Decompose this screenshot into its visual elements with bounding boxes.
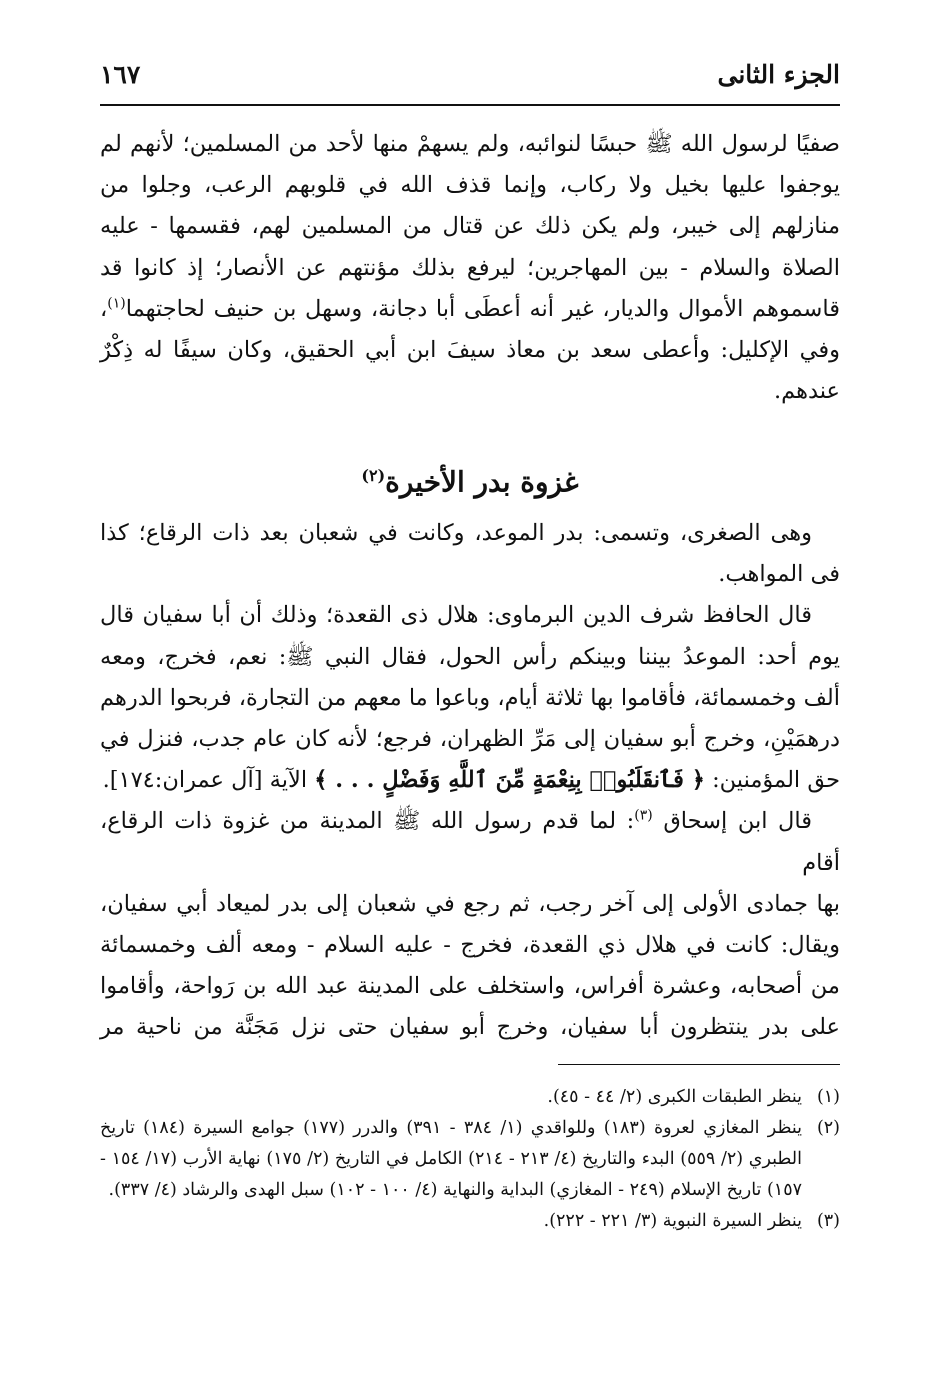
text-line: على بدر ينتظرون أبا سفيان، وخرج أبو سفيان حتى نزل مَجَنَّة من ناحية مر [100,1014,840,1041]
text-span: : لما قدم رسول الله ﷺ المدينة من غزوة ذات الرقاع، أقام [100,808,840,876]
footnote-ref: (١) [107,295,126,312]
text-line: عندهم. [773,378,840,405]
text-line: ويقال: كانت في هلال ذي القعدة، فخرج - عليه السلام - ومعه ألف وخمسمائة [100,932,840,959]
text-line: صفيًا لرسول الله ﷺ حبسًا لنوائبه، ولم يسهمْ منها لأحد من المسلمين؛ لأنهم لم [100,131,840,157]
page-header [100,52,840,96]
text-line: درهمَيْنِ، وخرج أبو سفيان إلى مَرِّ الظهران، فرجع؛ لأنه كان عام جدب، فنزل في [100,726,840,753]
section-2-text [100,513,840,1049]
footnote-ref: (٣) [634,807,653,824]
footnote-item [100,1206,840,1237]
heading-text: غزوة بدر الأخيرة [385,465,579,499]
text-line: منازلهم إلى خيبر، ولم يكن ذلك عن قتال من المسلمين لهم، فقسمها - عليه [100,213,841,240]
section-1-text [100,124,840,412]
footnote-text: ينظر المغازي لعروة (١٨٣) وللواقدي (١/ ٣٨٤ - ٣٩١) والدرر (١٧٧) جوامع السيرة (١٨٤) تاريخ الطبري (٢/ ٥٥٩) البدء والتاريخ (٤/ ٢١٣ - ٢١٤) الكامل في التاريخ (٢/ ١٧٥) نهاية الأرب (١٧/ ١٥٤ - ١٥٧) تاريخ الإسلام (٢٤٩ - المغازي) البداية والنهاية (٤/ ١٠٠ - ١٠٢) سبل الهدى والرشاد (٤/ ٣٣٧). [100,1118,802,1200]
text-line: من أصحابه، وعشرة أفراس، واستخلف على المدينة عبد الله بن رَواحة، وأقاموا [100,973,840,1000]
text-line: ألف وخمسمائة، فأقاموا بها ثلاثة أيام، وباعوا ما معهم من التجارة، فربحوا الدرهم [99,684,840,711]
text-span: قال ابن إسحاق [663,808,812,835]
text-line: بها جمادى الأولى إلى آخر رجب، ثم رجع في شعبان إلى بدر لميعاد أبي سفيان، [100,890,840,917]
footnotes [100,1082,840,1237]
text-span: حق المؤمنين: [712,767,840,794]
text-line: فى المواهب. [718,561,840,588]
text-span: الآية [آل عمران:١٧٤]. [102,767,308,794]
text-line: الصلاة والسلام - بين المهاجرين؛ ليرفع بذلك مؤنتهم عن الأنصار؛ إذ كانوا قد [100,254,840,281]
text-line [100,801,840,883]
text-line: يوم أحد: الموعدُ بيننا وبينكم رأس الحول، فقال النبي ﷺ: نعم، فخرج، ومعه [100,643,840,670]
footnote-number: (١) [816,1087,840,1107]
text-span: ، [100,295,108,322]
footnote-item [100,1113,840,1206]
page-number: ١٦٧ [100,59,141,89]
footnote-number: (٢) [816,1118,840,1138]
text-line: قال الحافظ شرف الدين البرماوى: هلال ذى القعدة؛ وذلك أن أبا سفيان قال [100,602,812,629]
text-line [100,289,840,330]
running-title: الجزء الثانى [717,59,840,89]
footnote-number: (٣) [816,1211,840,1231]
footnote-text: ينظر السيرة النبوية (٣/ ٢٢١ - ٢٢٢). [543,1211,802,1231]
text-line [100,760,840,801]
text-line: وهى الصغرى، وتسمى: بدر الموعد، وكانت في شعبان بعد ذات الرقاع؛ كذا [100,520,812,546]
footnote-text: ينظر الطبقات الكبرى (٢/ ٤٤ - ٤٥). [547,1087,802,1107]
footnote-item [100,1082,840,1113]
text-span: قاسموهم الأموال والديار، غير أنه أعطَى أبا دجانة، وسهل بن حنيف لحاجتهما [125,295,840,322]
text-line: يوجفوا عليها بخيل ولا ركاب، وإنما قذف الله في قلوبهم الرعب، وجلوا من [100,172,840,199]
header-rule [100,104,840,106]
text-line: وفي الإكليل: وأعطى سعد بن معاذ سيفَ ابن أبي الحقيق، وكان سيفًا له ذِكْرٌ [100,337,840,364]
footnote-ref: (٢) [361,466,386,485]
footnote-rule [558,1064,840,1065]
section-heading [100,448,840,504]
quran-verse: ﴿ فَٱنقَلَبُوا۟ بِنِعْمَةٍ مِّنَ ٱللَّهِ وَفَضْلٍ . . . ﴾ [314,767,705,794]
